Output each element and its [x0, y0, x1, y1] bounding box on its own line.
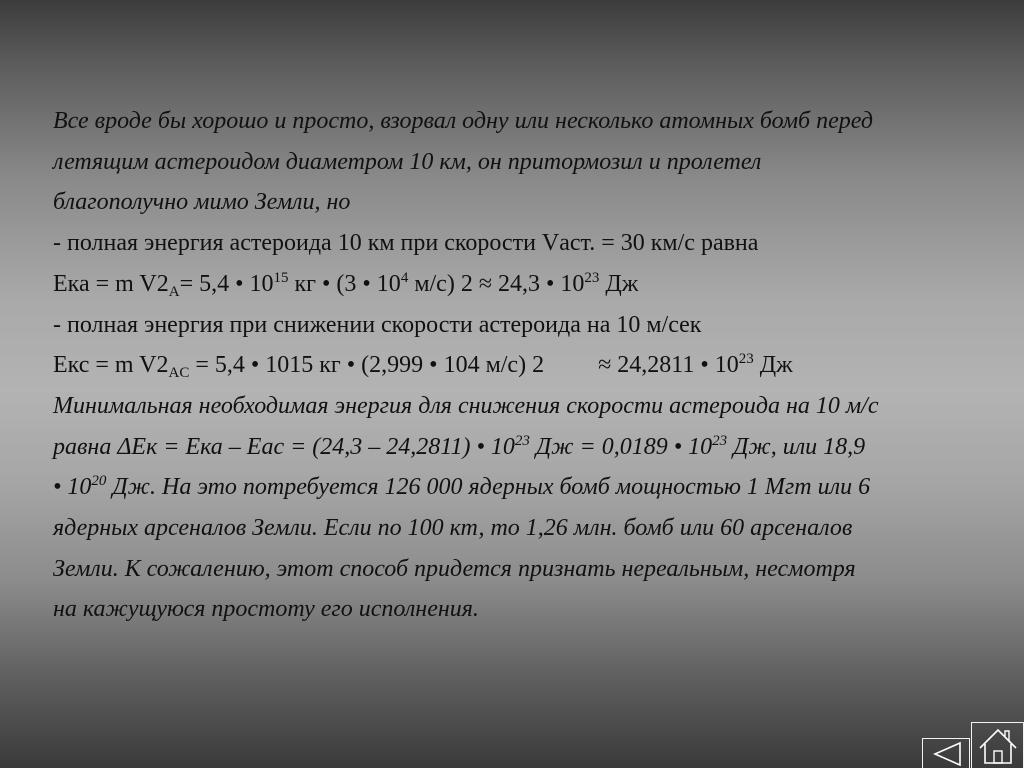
- text-line-3: благополучно мимо Земли, но: [53, 189, 351, 216]
- text-line-12: Земли. К сожалению, этот способ придется признать нереальным, несмотря: [53, 555, 856, 582]
- formula-subscript: AC: [168, 365, 190, 382]
- formula-part: равна ΔЕк = Ека – Еас = (24,3 – 24,2811) • 10: [53, 433, 515, 460]
- formula-part: кг • (3 • 10: [288, 270, 401, 297]
- text-line-1: Все вроде бы хорошо и просто, взорвал одну или несколько атомных бомб перед: [53, 108, 873, 134]
- formula-exponent: 4: [400, 269, 409, 286]
- formula-part: м/с) 2 ≈ 24,3 • 10: [408, 270, 585, 297]
- formula-part: = 5,4 • 1015 кг • (2,999 • 104 м/с) 2: [189, 352, 545, 379]
- formula-part: Ека = m V2: [53, 270, 169, 297]
- text-line-13: на кажущуюся простоту его исполнения.: [53, 596, 479, 623]
- text-line-8: Минимальная необходимая энергия для снижения скорости астероида на 10 м/с: [53, 392, 879, 419]
- text-line-10: [53, 467, 988, 508]
- formula-part: Екс = m V2: [53, 352, 169, 379]
- formula-exponent: 15: [273, 269, 289, 286]
- home-button[interactable]: [971, 722, 1024, 768]
- text-line-4: - полная энергия астероида 10 км при скорости Vаст. = 30 км/с равна: [53, 230, 759, 257]
- formula-exponent: 23: [514, 432, 530, 449]
- formula-kinetic-energy-ac: [53, 345, 988, 386]
- home-icon: [972, 723, 1023, 768]
- formula-part: Дж, или 18,9: [727, 433, 866, 460]
- text-line-11: ядерных арсеналов Земли. Если по 100 кт, то 1,26 млн. бомб или 60 арсеналов: [53, 515, 853, 542]
- formula-part: Дж = 0,0189 • 10: [529, 433, 713, 460]
- formula-kinetic-energy-a: [53, 264, 988, 305]
- formula-exponent: 23: [738, 351, 754, 368]
- triangle-left-icon: [923, 739, 969, 768]
- slide-body-text: [53, 101, 988, 630]
- formula-part: Дж: [753, 352, 793, 379]
- formula-exponent: 23: [712, 432, 728, 449]
- formula-part: = 5,4 • 10: [179, 270, 274, 297]
- formula-energy-difference: [53, 427, 988, 468]
- formula-part: Дж. На это потребуется 126 000 ядерных бомб мощностью 1 Мгт или 6: [106, 474, 871, 501]
- formula-part: ≈ 24,2811 • 10: [598, 352, 739, 379]
- text-line-2: летящим астероидом диаметром 10 км, он притормозил и пролетел: [53, 148, 762, 175]
- formula-exponent: 20: [91, 473, 107, 490]
- formula-exponent: 23: [584, 269, 600, 286]
- back-button[interactable]: [922, 738, 970, 768]
- formula-subscript: A: [168, 283, 180, 300]
- formula-part: • 10: [53, 474, 92, 501]
- text-line-6: - полная энергия при снижении скорости астероида на 10 м/сек: [53, 311, 702, 338]
- formula-part: Дж: [599, 270, 639, 297]
